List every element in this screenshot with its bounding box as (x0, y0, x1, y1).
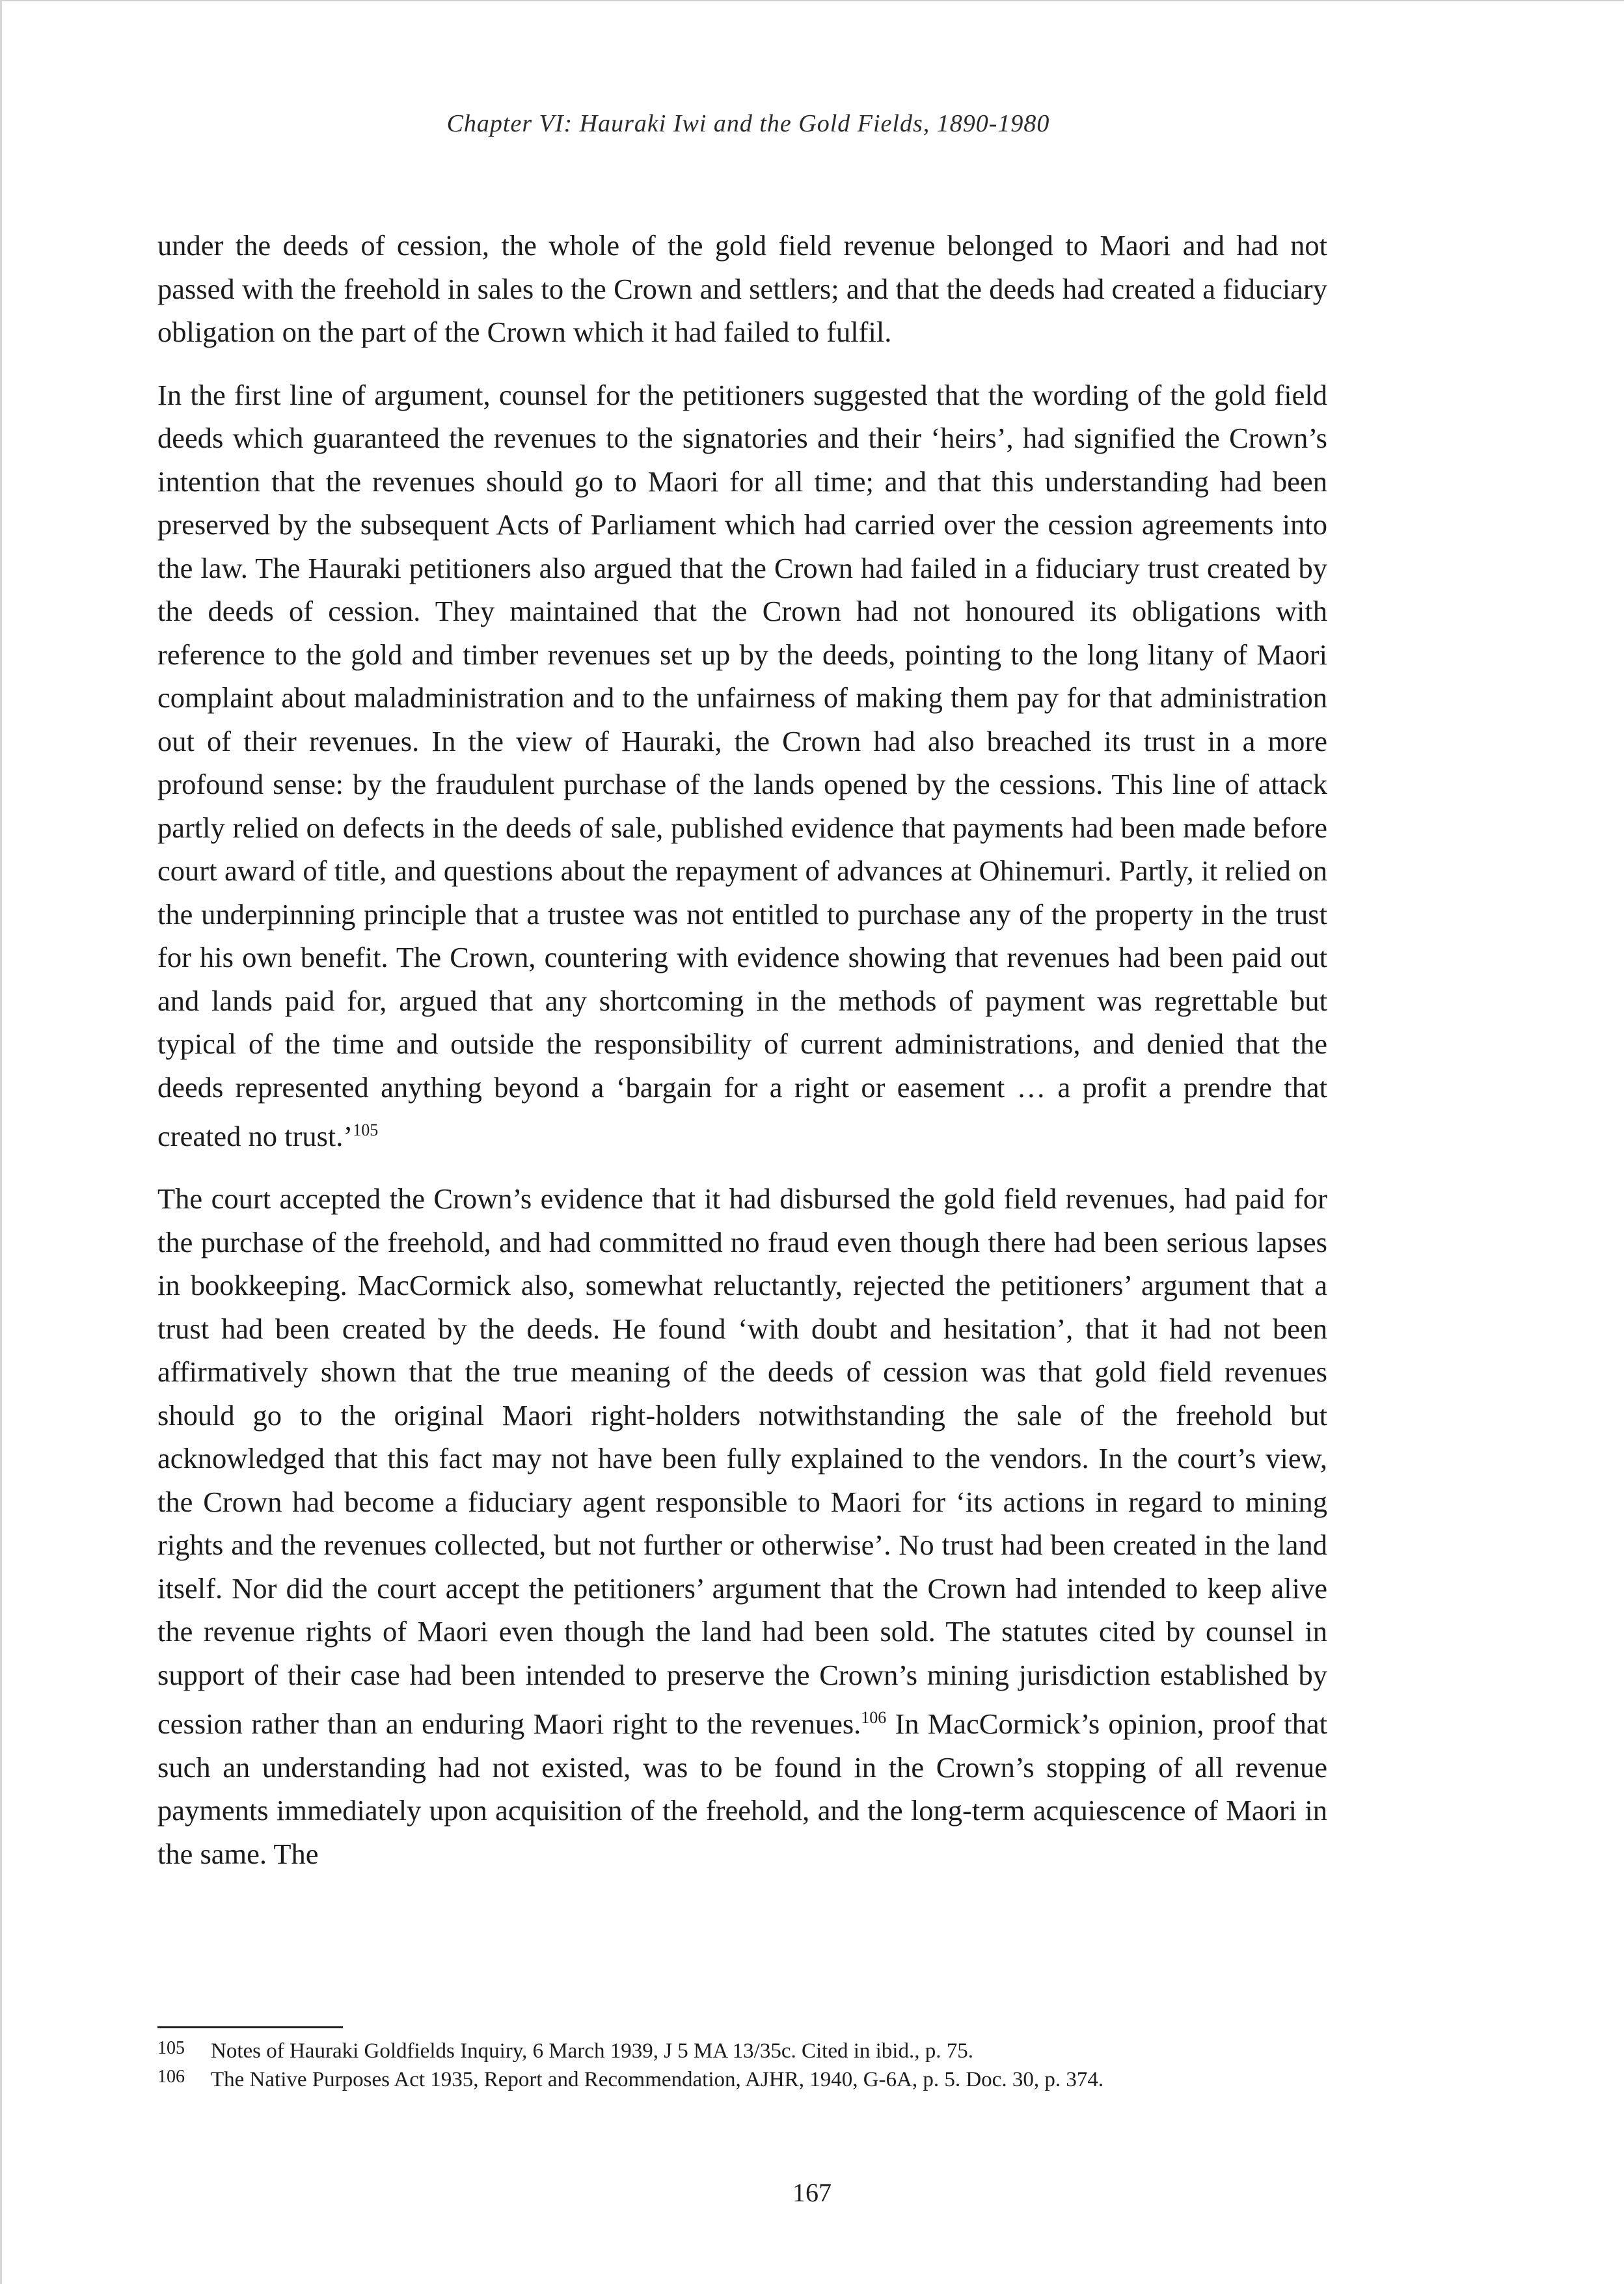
scan-edge (0, 0, 1624, 1)
running-head: Chapter VI: Hauraki Iwi and the Gold Fields, 1890-1980 (446, 110, 1050, 137)
paragraph-text: In the first line of argument, counsel for the petitioners suggested that the wording of the gold field deeds which guaranteed the revenues to the signatories and their ‘heirs’, had signified the Crown’s intention that the revenues should go to Maori for all time; and that this understanding had been preserved by the subsequent Acts of Parliament which had carried over the cession agreements into the law. The Hauraki petitioners also argued that the Crown had failed in a fiduciary trust created by the deeds of cession. They maintained that the Crown had not honoured its obligations with reference to the gold and timber revenues set up by the deeds, pointing to the long litany of Maori complaint about maladministration and to the unfairness of making them pay for that administration out of their revenues. In the view of Hauraki, the Crown had also breached its trust in a more profound sense: by the fraudulent purchase of the lands opened by the cessions. This line of attack partly relied on defects in the deeds of sale, published evidence that payments had been made before court award of title, and questions about the repayment of advances at Ohinemuri. Partly, it relied on the underpinning principle that a trustee was not entitled to purchase any of the property in the trust for his own benefit. The Crown, countering with evidence showing that revenues had been paid out and lands paid for, argued that any shortcoming in the methods of payment was regrettable but typical of the time and outside the responsibility of current administrations, and denied that the deeds represented anything beyond a ‘bargain for a right or easement … a profit a prendre that created no trust.’ (157, 378, 1327, 1152)
footnote-ref: 105 (353, 1121, 379, 1139)
footnote-number: 106 (157, 2067, 185, 2087)
paragraph (157, 374, 1327, 1158)
paragraph-text: The court accepted the Crown’s evidence that it had disbursed the gold field revenues, had paid for the purchase of the freehold, and had committed no fraud even though there had been serious lapses in bookkeeping. MacCormick also, somewhat reluctantly, rejected the petitioners’ argument that a trust had been created by the deeds. He found ‘with doubt and hesitation’, that it had not been affirmatively shown that the true meaning of the deeds of cession was that gold field revenues should go to the original Maori right-holders notwithstanding the sale of the freehold but acknowledged that this fact may not have been fully explained to the vendors. In the court’s view, the Crown had become a fiduciary agent responsible to Maori for ‘its actions in regard to mining rights and the revenues collected, but not further or otherwise’. No trust had been created in the land itself. Nor did the court accept the petitioners’ argument that the Crown had intended to keep alive the revenue rights of Maori even though the land had been sold. The statutes cited by counsel in support of their case had been intended to preserve the Crown’s mining jurisdiction established by cession rather than an enduring Maori right to the revenues. (157, 1182, 1327, 1741)
paragraph-text: In MacCormick’s opinion, proof that such an understanding had not existed, was to be found in the Crown’s stopping of all revenue payments immediately upon acquisition of the freehold, and the long-term acquiescence of Maori in the same. The (157, 1707, 1327, 1870)
page-number: 167 (792, 2178, 832, 2207)
scan-edge-left (0, 0, 2, 2284)
paragraph: under the deeds of cession, the whole of the gold field revenue belonged to Maori and had not passed with the freehold in sales to the Crown and settlers; and that the deeds had created a fiduciary obligation on the part of the Crown which it had failed to fulfil. (157, 229, 1327, 348)
footnotes (157, 2037, 1327, 2094)
footnote-divider (157, 2026, 343, 2028)
footnote-text: The Native Purposes Act 1935, Report and Recommendation, AJHR, 1940, G-6A, p. 5. Doc. 30, p. 374. (211, 2068, 1104, 2091)
body-text (157, 224, 1327, 1895)
footnote-ref: 106 (861, 1708, 887, 1728)
footnote-number: 105 (157, 2038, 185, 2058)
paragraph (157, 1177, 1327, 1875)
footnote-text: Notes of Hauraki Goldfields Inquiry, 6 March 1939, J 5 MA 13/35c. Cited in ibid., p. 75. (211, 2039, 973, 2063)
footnote (157, 2065, 1327, 2094)
footnote (157, 2037, 1327, 2065)
